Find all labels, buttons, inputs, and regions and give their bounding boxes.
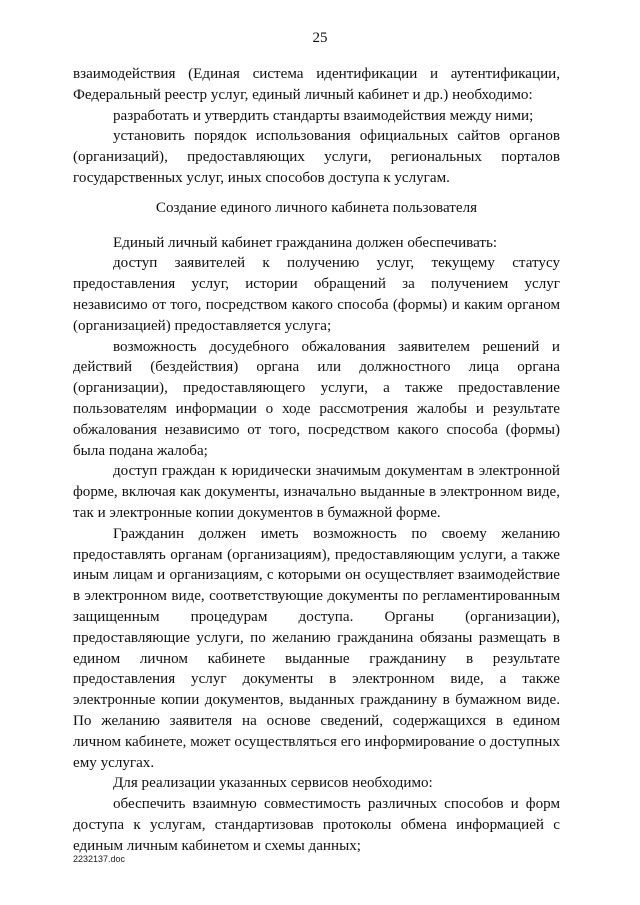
text-line: (организаций), предоставляющих услуги, региональных порталов <box>73 149 560 166</box>
text-line: доступ заявителей к получению услуг, текущему статусу <box>113 255 560 272</box>
text-line: предоставления услуг документы в электронном виде, а также <box>73 671 560 688</box>
text-line: Федеральный реестр услуг, единый личный кабинет и др.) необходимо: <box>73 86 533 103</box>
text-line: взаимодействия (Единая система идентификации и аутентификации, <box>73 66 560 82</box>
text-line: обеспечить взаимную совместимость различных способов и форм <box>113 796 560 813</box>
text-line: установить порядок использования официальных сайтов органов <box>113 128 560 145</box>
text-line: предоставления услуг, истории обращений за получением услуг <box>73 276 560 293</box>
paragraph <box>73 126 560 188</box>
paragraph <box>73 64 560 106</box>
text-line: так и электронные копии документов в бумажной форме. <box>73 504 441 521</box>
text-line: Гражданин должен иметь возможность по своему желанию <box>113 525 560 542</box>
text-line: возможность досудебного обжалования заявителем решений и <box>113 338 560 355</box>
paragraph <box>73 337 560 462</box>
text-line: действий (бездействия) органа или должностного лица органа <box>73 359 560 376</box>
text-line: электронные копии документов, выданных гражданину в бумажном виде. <box>73 692 560 709</box>
text-line: предоставляющие услуги, по желанию гражданина обязаны размещать в <box>73 629 560 646</box>
text-line: По желанию заявителя на основе сведений, содержащихся в едином <box>73 712 560 729</box>
text-line: Для реализации указанных сервисов необходимо: <box>113 775 433 792</box>
text-line: предоставлять органам (организациям), предоставляющим услуги, а также <box>73 546 560 563</box>
paragraph <box>73 461 560 523</box>
text-line: пользователям информации о ходе рассмотрения жалобы и результате <box>73 400 560 417</box>
paragraph <box>73 253 560 336</box>
text-line: (организации), предоставляющего услуги, а также предоставление <box>73 380 560 397</box>
text-line: Единый личный кабинет гражданина должен обеспечивать: <box>113 234 498 251</box>
paragraph <box>73 794 560 856</box>
text-line: в электронном виде, соответствующие документы по регламентированным <box>73 588 560 605</box>
text-line: единым личным кабинетом и схемы данных; <box>73 837 361 854</box>
text-line: доступа к услугам, стандартизовав протоколы обмена информацией с <box>73 816 560 833</box>
text-line: независимо от того, посредством какого способа (формы) и каким органом <box>73 296 560 313</box>
text-line: разработать и утвердить стандарты взаимодействия между ними; <box>113 107 534 124</box>
text-line: форме, включая как документы, изначально выданные в электронном виде, <box>73 484 560 501</box>
text-line: ему услугах. <box>73 754 155 771</box>
text-line: была подана жалоба; <box>73 442 208 459</box>
paragraph <box>73 524 560 774</box>
paragraph <box>73 106 560 127</box>
text-line: обжалования независимо от того, посредством какого способа (формы) <box>73 421 560 438</box>
paragraph <box>73 233 560 254</box>
text-line: (организацией) предоставляется услуга; <box>73 317 332 334</box>
footer-filename: 2232137.doc <box>73 854 126 864</box>
paragraph <box>73 773 560 794</box>
text-line: государственных услуг, иных способов доступа к услугам. <box>73 169 450 186</box>
text-line: доступ граждан к юридически значимым документам в электронной <box>113 463 560 480</box>
document-body <box>73 64 560 856</box>
text-line: личном кабинете, может осуществляться его информирование о доступных <box>73 733 560 750</box>
text-line: едином личном кабинете выданные гражданину в результате <box>73 650 560 667</box>
text-line: защищенным процедурам доступа. Органы (организации), <box>73 608 560 625</box>
text-line: иным лицам и организациям, с которыми он осуществляет взаимодействие <box>73 567 560 584</box>
page-number: 25 <box>312 30 328 46</box>
section-heading: Создание единого личного кабинета пользователя <box>155 199 478 216</box>
